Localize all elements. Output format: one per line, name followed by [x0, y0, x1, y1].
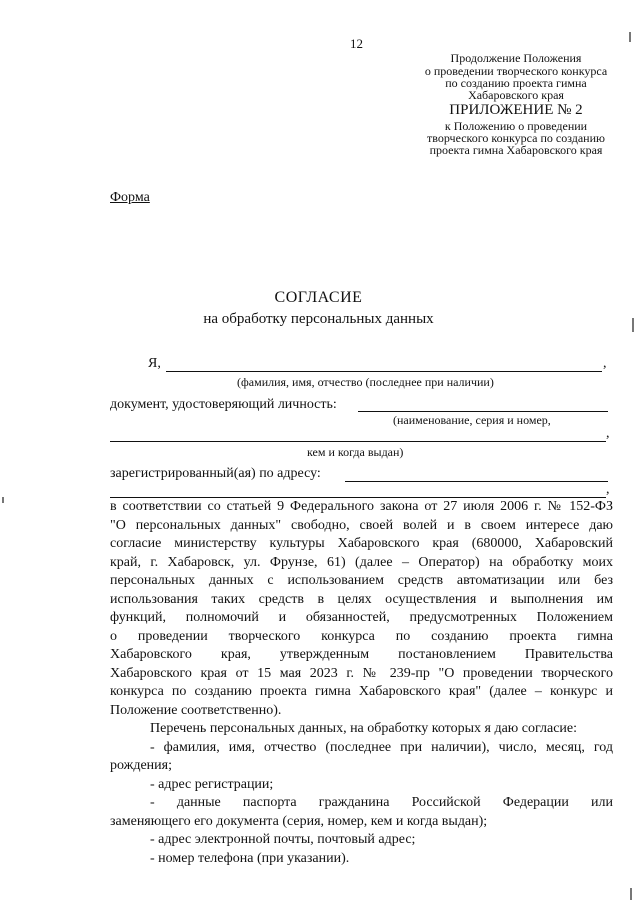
- name-field-comma: ,: [603, 356, 607, 371]
- document-title: СОГЛАСИЕ: [274, 289, 363, 306]
- data-list-item-5: - номер телефона (при указании).: [150, 850, 350, 866]
- id-document-line[interactable]: [358, 411, 608, 412]
- address-label: зарегистрированный(ая) по адресу:: [110, 466, 321, 481]
- paragraph-line: Хабаровского края от 15 мая 2023 г. № 239-пр "О проведении творческого: [110, 665, 613, 681]
- data-list-item-3-cont: заменяющего его документа (серия, номер, кем и когда выдан);: [110, 813, 488, 829]
- data-list-item-4: - адрес электронной почты, почтовый адрес;: [150, 832, 416, 847]
- header-line-2: о проведении творческого конкурса: [424, 64, 608, 78]
- address-comma: ,: [606, 482, 610, 497]
- scan-mark: [632, 318, 634, 332]
- annex-line-1: к Положению о проведении: [444, 119, 588, 133]
- paragraph-line: край, г. Хабаровск, ул. Фрунзе, 61) (далее – Оператор) на обработку моих: [110, 554, 613, 570]
- paragraph-line: "О персональных данных" свободно, своей волей и в своем интересе даю: [110, 517, 613, 533]
- page-number: 12: [350, 36, 363, 51]
- name-field-line[interactable]: [166, 371, 602, 372]
- id-document-hint-1: (наименование, серия и номер,: [393, 413, 551, 427]
- paragraph-line: Хабаровского края, утвержденным постановлением Правительства: [110, 647, 613, 662]
- data-list-item-2: - адрес регистрации;: [150, 776, 274, 792]
- document-subtitle: на обработку персональных данных: [203, 311, 434, 327]
- id-document-label: документ, удостоверяющий личность:: [110, 397, 337, 412]
- data-list-item-3: - данные паспорта гражданина Российской Федерации или: [150, 795, 613, 810]
- annex-title: ПРИЛОЖЕНИЕ № 2: [449, 102, 583, 118]
- paragraph-line: функций, полномочий и обязанностей, предусмотренных Положением: [110, 610, 613, 625]
- scan-mark: [2, 497, 4, 503]
- scan-mark: [630, 888, 632, 900]
- annex-line-3: проекта гимна Хабаровского края: [429, 143, 603, 157]
- paragraph-line: о проведении творческого конкурса по созданию проекта гимна: [110, 628, 613, 644]
- scan-mark: [629, 32, 631, 42]
- id-document-comma: ,: [606, 426, 610, 441]
- form-label: Форма: [110, 190, 150, 205]
- paragraph-line: использования таких средств в целях осуществления и выполнения им: [110, 591, 613, 607]
- annex-line-2: творческого конкурса по созданию: [427, 131, 605, 145]
- data-list-item-1: - фамилия, имя, отчество (последнее при наличии), число, месяц, год: [150, 739, 613, 755]
- consent-paragraph: [110, 498, 613, 868]
- paragraph-line: в соответствии со статьей 9 Федерального закона от 27 июля 2006 г. № 152-ФЗ: [110, 499, 613, 514]
- data-list-item-1-cont: рождения;: [110, 758, 172, 773]
- paragraph-line: персональных данных с использованием средств автоматизации или без: [110, 573, 613, 588]
- header-line-3: по созданию проекта гимна: [445, 76, 587, 90]
- paragraph-line: Положение соответственно).: [110, 702, 282, 718]
- name-field-hint: (фамилия, имя, отчество (последнее при наличии): [237, 375, 494, 389]
- header-line-1: Продолжение Положения: [450, 51, 582, 65]
- id-document-line-2[interactable]: [110, 441, 606, 442]
- id-document-hint-2: кем и когда выдан): [307, 445, 404, 459]
- paragraph-line: согласие министерству культуры Хабаровского края (680000, Хабаровский: [110, 536, 613, 551]
- address-line[interactable]: [345, 481, 608, 482]
- paragraph-line: конкурса по созданию проекта гимна Хабаровского края" (далее – конкурс и: [110, 684, 613, 699]
- name-field-label: Я,: [148, 356, 161, 371]
- header-line-4: Хабаровского края: [468, 88, 564, 102]
- data-list-intro: Перечень персональных данных, на обработку которых я даю согласие:: [150, 721, 578, 736]
